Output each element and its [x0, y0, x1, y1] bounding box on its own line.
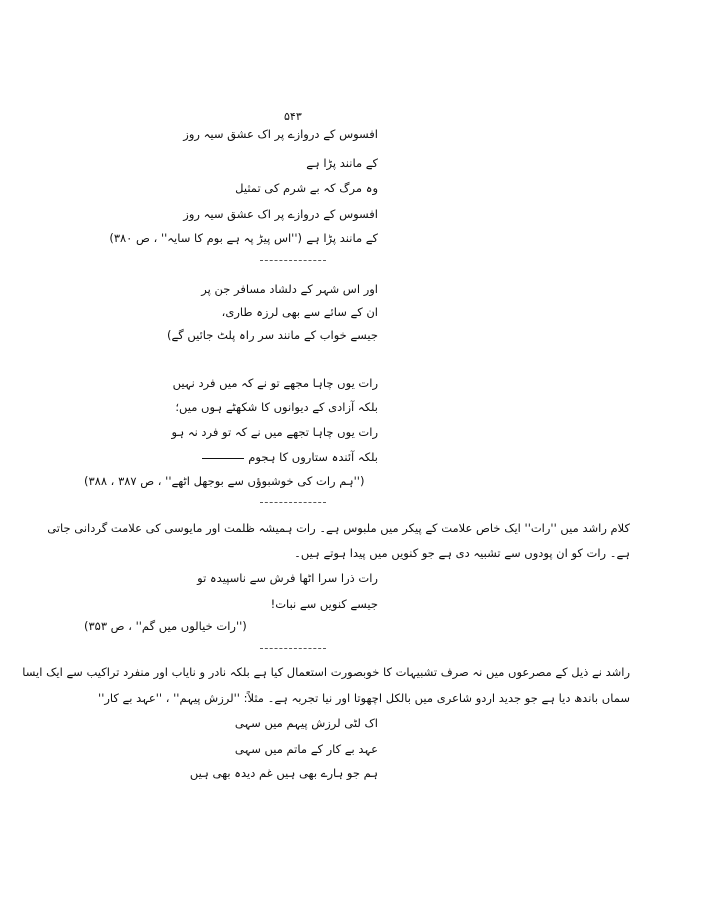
separator-rule — [260, 648, 326, 650]
verse-line: کے مانند پڑا ہے — [306, 231, 378, 245]
blank-underline — [202, 458, 244, 459]
verse-text: بلکہ آئندہ ستاروں کا ہجوم — [248, 450, 378, 464]
verse-line: اور اس شہر کے دلشاد مسافر جن پر — [201, 282, 378, 296]
page-number: ۵۴۳ — [284, 110, 302, 123]
verse-line: جیسے خواب کے مانند سر راہ پلٹ جائیں گے) — [167, 328, 378, 342]
verse-line: ان کے سائے سے بھی لرزہ طاری، — [221, 305, 378, 319]
verse-line: افسوس کے دروازے پر اک عشق سیہ روز — [183, 207, 378, 221]
verse-line: اک لٹی لرزش پیہم میں سہی — [234, 716, 378, 730]
verse-line: جیسے کنویں سے نبات! — [270, 597, 378, 611]
prose-line: راشد نے ذیل کے مصرعوں میں نہ صرف تشبیہات کا خوبصورت استعمال کیا ہے بلکہ نادر و نایاب اور منفرد تراکیب سے ایک ایسا — [22, 665, 630, 679]
verse-line: رات ذرا سرا اٹھا فرش سے ناسپیدہ تو — [197, 571, 378, 585]
verse-line: افسوس کے دروازے پر اک عشق سیہ روز — [183, 127, 378, 141]
citation: (''اس پیڑ پہ ہے بوم کا سایہ'' ، ص ۳۸۰) — [109, 231, 302, 245]
verse-line: ہم جو ہارے بھی ہیں غم دیدہ بھی ہیں — [189, 766, 378, 780]
separator-rule — [260, 502, 326, 504]
prose-line: کلام راشد میں ''رات'' ایک خاص علامت کے پیکر میں ملبوس ہے۔ رات ہمیشہ ظلمت اور مایوسی کی علامت گردانی جاتی — [47, 521, 630, 535]
verse-line: بلکہ آزادی کے دیوانوں کا شکھٹے ہوں میں؛ — [175, 400, 378, 414]
prose-line: ہے۔ رات کو ان پودوں سے تشبیہ دی ہے جو کنویں میں پیدا ہوتے ہیں۔ — [294, 546, 630, 560]
verse-line — [202, 449, 378, 465]
verse-line: وہ مرگ کہ بے شرم کی تمثیل — [235, 181, 378, 195]
verse-line: رات یوں چاہا تجھے میں نے کہ تو فرد نہ ہو — [171, 425, 378, 439]
citation: (''رات خیالوں میں گم'' ، ص ۳۵۳) — [84, 619, 247, 633]
separator-rule — [260, 260, 326, 262]
verse-line: عہد بے کار کے ماتم میں سہی — [234, 742, 378, 756]
verse-line: رات یوں چاہا مجھے تو نے کہ میں فرد نہیں — [172, 376, 378, 390]
verse-line: کے مانند پڑا ہے — [306, 156, 378, 170]
prose-line: سماں باندھ دیا ہے جو جدید اردو شاعری میں بالکل اچھوتا اور نیا تجربہ ہے۔ مثلاً: ''لرزش پیہم'' ، ''عہد بے کار'' — [98, 691, 630, 705]
citation: (''ہم رات کی خوشبوؤں سے بوجھل اٹھے'' ، ص ۳۸۷ ، ۳۸۸) — [84, 474, 365, 488]
